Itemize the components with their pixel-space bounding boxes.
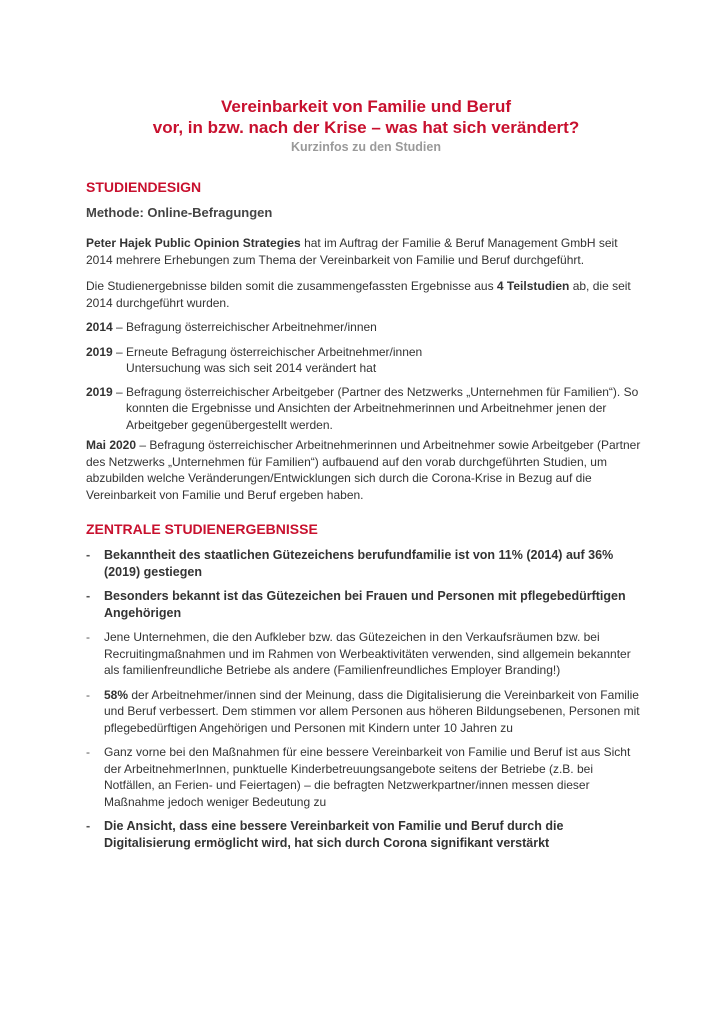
title-line-1: Vereinbarkeit von Familie und Beruf xyxy=(220,97,512,116)
list-item-bold: 58% xyxy=(104,687,129,702)
study-dash: – xyxy=(112,384,127,399)
method-subheading: Methode: Online-Befragungen xyxy=(86,205,273,220)
study-description: Befragung österreichischer Arbeitgeber (Partner des Netzwerks „Unternehmen für Familien“). So konnten die Ergebnisse und Ansichten der Arbeitnehmerinnen und Arbeitnehmer jenen der Arbeitgeber gegenübergestellt werden. xyxy=(126,384,639,432)
studies-text-start: Die Studienergebnisse bilden somit die zusammengefassten Ergebnisse aus xyxy=(86,279,497,293)
document-page xyxy=(86,96,646,859)
list-item-bold: Die Ansicht, dass eine bessere Vereinbarkeit von Familie und Beruf durch die Digitalisierung ermöglicht wird, hat sich durch Corona signifikant verstärkt xyxy=(104,819,564,850)
intro-bold: Peter Hajek Public Opinion Strategies xyxy=(86,236,301,250)
study-description: – Befragung österreichischer Arbeitnehmerinnen und Arbeitnehmer sowie Arbeitgeber (Partner des Netzwerks „Unternehmen für Familien“) aufbauend auf den vorab durchgeführten Studien, um abzubilden welche Veränderungen/Entwicklungen sich durch die Corona-Krise in Bezug auf die Vereinbarkeit von Familie und Beruf ergeben haben. xyxy=(86,438,641,502)
study-entry xyxy=(86,319,646,336)
study-year: Mai 2020 xyxy=(86,438,137,452)
bullet-dash: - xyxy=(86,819,91,833)
study-entry-mai-2020 xyxy=(86,437,646,503)
study-entry xyxy=(86,344,646,377)
studies-count: 4 Teilstudien xyxy=(496,279,570,293)
list-item-bold: Bekanntheit des staatlichen Gütezeichens berufundfamilie ist von 11% (2014) auf 36% (2019) gestiegen xyxy=(104,548,614,579)
list-item-text: der Arbeitnehmer/innen sind der Meinung, dass die Digitalisierung die Vereinbarkeit von Familie und Beruf verbessert. Dem stimmen vor allem Personen aus höheren Bildungsebenen, Personen mit pflegebedürftigen Angehörigen und Personen mit Kindern unter 10 Jahren zu xyxy=(104,687,640,735)
study-entry xyxy=(86,384,646,434)
study-description: Befragung österreichischer Arbeitnehmer/innen xyxy=(126,320,377,334)
study-description xyxy=(126,344,646,377)
section-heading-zentrale-studienergebnisse: ZENTRALE STUDIENERGEBNISSE xyxy=(86,521,318,537)
list-item xyxy=(86,687,646,737)
results-list xyxy=(86,547,646,851)
list-item xyxy=(86,547,646,580)
studies-text-end: ab, die seit 2014 durchgeführt wurden. xyxy=(86,279,631,310)
list-item xyxy=(86,588,646,621)
title-line-2: vor, in bzw. nach der Krise – was hat sich verändert? xyxy=(152,118,580,137)
list-item-text: Ganz vorne bei den Maßnahmen für eine bessere Vereinbarkeit von Familie und Beruf ist aus Sicht der ArbeitnehmerInnen, punktuelle Kinderbetreuungsangebote seitens der Betriebe (z.B. bei Notfällen, an Ferien- und Feiertagen) – die befragten Netzwerkpartner/innen messen dieser Maßnahme jedoch weniger Bedeutung zu xyxy=(104,745,631,809)
study-dash: – xyxy=(112,320,127,334)
study-year: 2019 xyxy=(86,384,113,399)
study-year: 2019 xyxy=(86,344,113,359)
study-description-line: Erneute Befragung österreichischer Arbeitnehmer/innen xyxy=(126,344,423,359)
document-subtitle: Kurzinfos zu den Studien xyxy=(291,140,441,154)
bullet-dash: - xyxy=(86,630,90,644)
study-description-line: Untersuchung was sich seit 2014 verändert hat xyxy=(126,361,377,375)
list-item xyxy=(86,629,646,679)
document-title xyxy=(86,96,646,138)
list-item-bold: Besonders bekannt ist das Gütezeichen bei Frauen und Personen mit pflegebedürftigen Angehörigen xyxy=(104,589,626,620)
intro-text: hat im Auftrag der Familie & Beruf Management GmbH seit 2014 mehrere Erhebungen zum Thema der Vereinbarkeit von Familie und Beruf durchgeführt. xyxy=(86,236,618,267)
bullet-dash: - xyxy=(86,589,91,603)
intro-paragraph xyxy=(86,235,646,268)
bullet-dash: - xyxy=(86,687,90,702)
studies-paragraph xyxy=(86,278,646,311)
study-dash: – xyxy=(112,344,127,359)
bullet-dash: - xyxy=(86,548,91,562)
list-item xyxy=(86,744,646,810)
study-year: 2014 xyxy=(86,320,113,334)
list-item-text: Jene Unternehmen, die den Aufkleber bzw. das Gütezeichen in den Verkaufsräumen bzw. bei Recruitingmaßnahmen und im Rahmen von Werbeaktivitäten verwenden, sind allgemein bekannter als familienfreundliche Betriebe als andere (Familienfreundliches Employer Branding!) xyxy=(104,630,631,677)
list-item xyxy=(86,818,646,851)
bullet-dash: - xyxy=(86,745,90,759)
section-heading-studiendesign: STUDIENDESIGN xyxy=(86,179,202,195)
